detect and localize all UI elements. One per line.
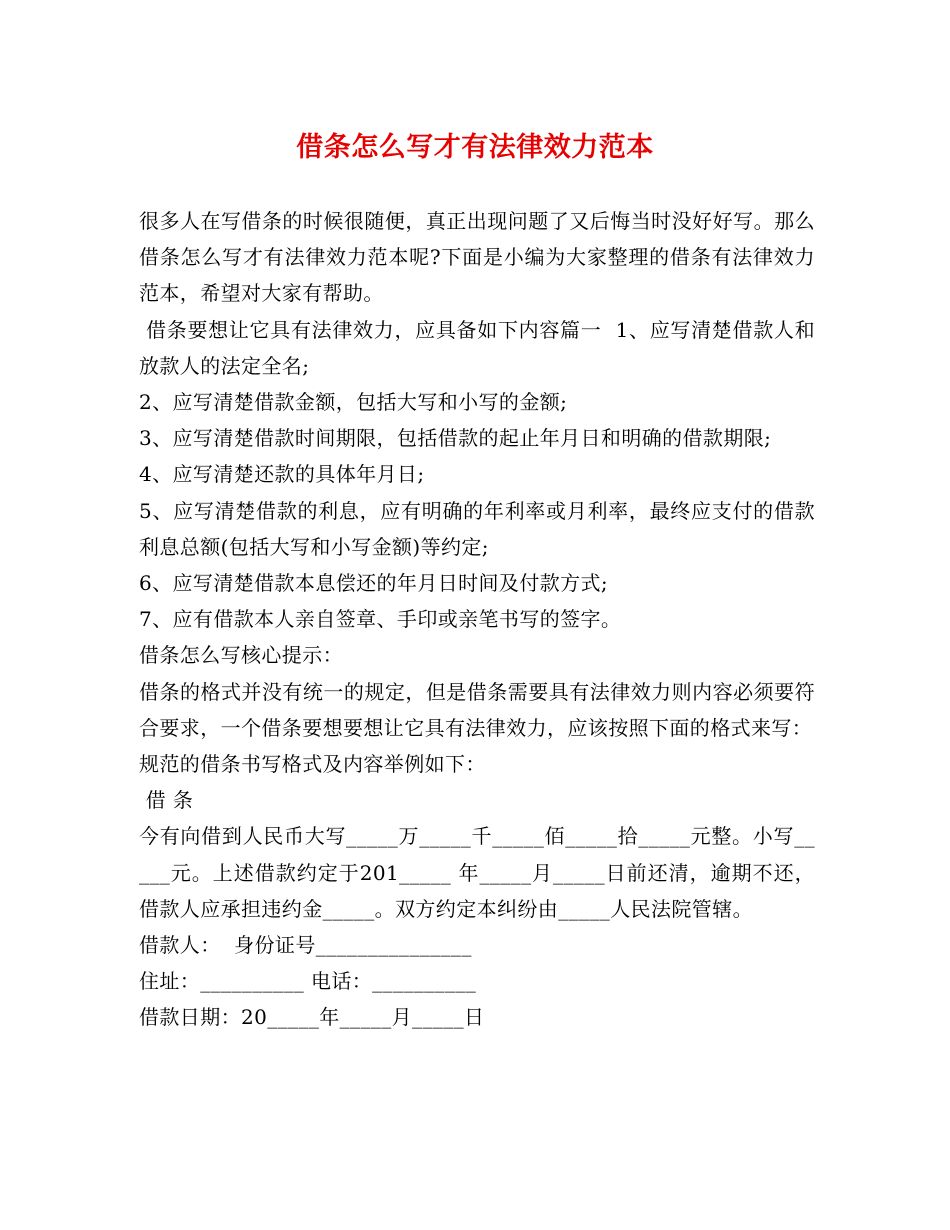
requirement-item: 5、应写清楚借款的利息，应有明确的年利率或月利率，最终应支付的借款利息总额(包括大写和小写金额)等约定; (139, 498, 815, 559)
borrow-date-line: 借款日期：20_____年_____月_____日 (139, 1005, 485, 1030)
example-heading: 规范的借条书写格式及内容举例如下： (139, 752, 486, 777)
address-phone-line: 住址：__________ 电话：__________ (139, 969, 477, 994)
borrower-line: 借款人： 身份证号_______________ (139, 933, 472, 958)
requirement-item: 2、应写清楚借款金额，包括大写和小写的金额; (139, 390, 568, 415)
requirement-item: 7、应有借款本人亲自签章、手印或亲笔书写的签字。 (139, 607, 622, 632)
format-paragraph: 借条的格式并没有统一的规定，但是借条需要具有法律效力则内容必须要符合要求，一个借条要想要想让它具有法律效力，应该按照下面的格式来写： (139, 679, 815, 740)
iou-heading: 借 条 (139, 788, 194, 813)
document-title: 借条怎么写才有法律效力范本 (296, 132, 654, 163)
requirement-item: 3、应写清楚借款时间期限，包括借款的起止年月日和明确的借款期限; (139, 426, 772, 451)
section-heading: 借条怎么写核心提示： (139, 643, 343, 668)
requirement-item: 4、应写清楚还款的具体年月日; (139, 462, 425, 487)
iou-template-body: 今有向借到人民币大写_____万_____千_____佰_____拾_____元整。小写_____元。上述借款约定于201_____ 年_____月_____日前还清，逾期不还，借款人应承担违约金_____。双方约定本纠纷由_____人民法院管辖。 (139, 824, 815, 921)
requirement-item: 6、应写清楚借款本息偿还的年月日时间及付款方式; (139, 571, 609, 596)
requirements-intro: 借条要想让它具有法律效力，应具备如下内容篇一 1、应写清楚借款人和放款人的法定全名; (139, 317, 815, 378)
intro-paragraph: 很多人在写借条的时候很随便，真正出现问题了又后悔当时没好好写。那么借条怎么写才有法律效力范本呢?下面是小编为大家整理的借条有法律效力范本，希望对大家有帮助。 (139, 209, 815, 306)
document-body (139, 203, 815, 1036)
